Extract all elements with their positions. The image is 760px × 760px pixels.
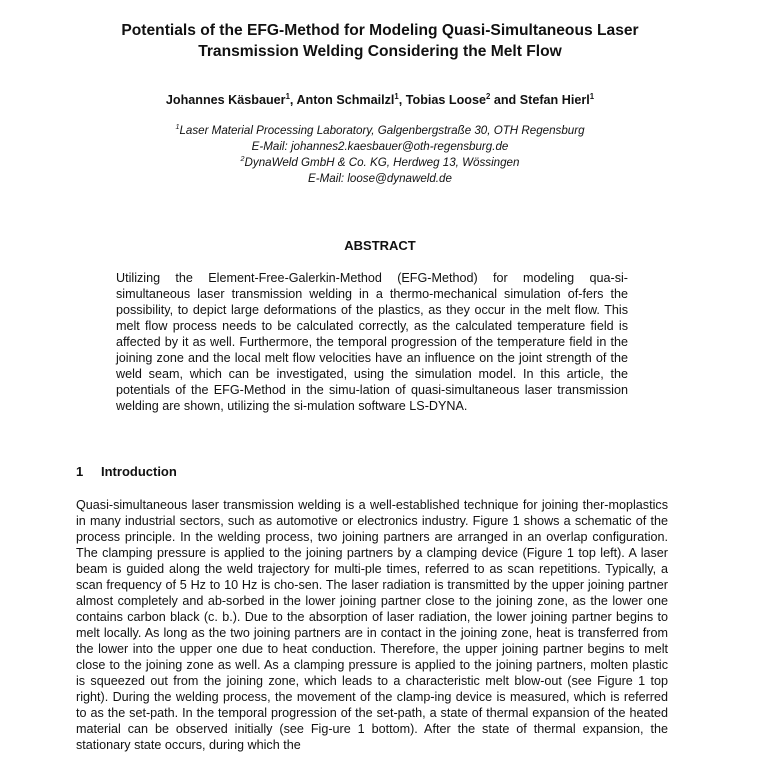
author-separator: , (289, 93, 297, 107)
affiliation-1 (40, 123, 720, 139)
author-affiliation-marker: 1 (394, 91, 399, 101)
author-name: Tobias Loose (405, 93, 487, 107)
section-number: 1 (76, 464, 84, 479)
author-affiliation-marker: 1 (285, 91, 290, 101)
affiliation-2-email: E-Mail: loose@dynaweld.de (308, 172, 452, 185)
author-affiliation-marker: 1 (589, 91, 595, 101)
author-list (40, 91, 720, 109)
abstract-text: Utilizing the Element-Free-Galerkin-Method (EFG-Method) for modeling qua-si-simultaneous laser transmission welding in a thermo-mechanical simulation of-fers the possibility, to depict large deformations of the plastics, as they occur in the melt flow. This melt flow process needs to be calculated correctly, as the calculated temperature field is affected by it as well. Furthermore, the temporal progression of the temperature field in the joining zone and the local melt flow velocities have an influence on the joint strength of the weld seam, which can be investigated, using the simulation model. In this article, the potentials of the EFG-Method in the simu-lation of quasi-simultaneous laser transmission welding are shown, utilizing the si-mulation software LS-DYNA. (116, 271, 628, 413)
abstract-heading: ABSTRACT (344, 238, 416, 253)
affiliation-marker: 1 (175, 122, 180, 132)
author-conjunction: and (490, 93, 520, 107)
affiliation-block (40, 123, 720, 187)
section-title: Introduction (101, 464, 177, 479)
author-affiliation-marker: 2 (486, 91, 491, 101)
affiliation-marker: 2 (240, 154, 245, 164)
affiliation-text: DynaWeld GmbH & Co. KG, Herdweg 13, Wössingen (244, 156, 520, 169)
author-separator: , (398, 93, 406, 107)
section-heading (76, 463, 177, 481)
section-body-text: Quasi-simultaneous laser transmission welding is a well-established technique for joining ther-moplastics in many industrial sectors, such as automotive or electronics industry. Figure 1 shows a schematic of the process principle. In the welding process, two joining partners are arranged in an overlap configuration. The clamping pressure is applied to the joining partners by a clamping device (Figure 1 top left). A laser beam is guided along the weld trajectory for multi-ple times, referred to as scan repetitions. Typically, a scan frequency of 5 Hz to 10 Hz is cho-sen. The laser radiation is transmitted by the upper joining partner almost completely and ab-sorbed in the lower joining partner close to the joining zone, as the lower one contains carbon black (c. b.). Due to the absorption of laser radiation, the lower joining partner begins to melt locally. As long as the two joining partners are in contact in the joining zone, heat is transferred from the lower into the upper one due to heat conduction. Therefore, the upper joining partner begins to melt close to the joining zone as well. As a clamping pressure is applied to the joining partners, molten plastic is squeezed out from the joining zone, which leads to a characteristic melt blow-out (see Figure 1 top right). During the welding process, the movement of the clamp-ing device is measured, which is referred to as the set-path. In the temporal progression of the set-path, a state of thermal expansion of the heated material can be observed initially (see Fig-ure 1 bottom). After the state of thermal expansion, the stationary state occurs, during which the (76, 498, 668, 752)
affiliation-text: Laser Material Processing Laboratory, Galgenbergstraße 30, OTH Regensburg (179, 124, 585, 137)
author-name: Anton Schmailzl (296, 93, 395, 107)
paper-title-line-2: Transmission Welding Considering the Melt Flow (198, 43, 562, 60)
paper-title (40, 20, 720, 62)
author-name: Johannes Käsbauer (165, 93, 286, 107)
paper-title-line-1: Potentials of the EFG-Method for Modeling Quasi-Simultaneous Laser (121, 22, 639, 39)
affiliation-2 (40, 155, 720, 171)
author-name: Stefan Hierl (519, 93, 590, 107)
affiliation-1-email: E-Mail: johannes2.kaesbauer@oth-regensburg.de (251, 140, 509, 153)
